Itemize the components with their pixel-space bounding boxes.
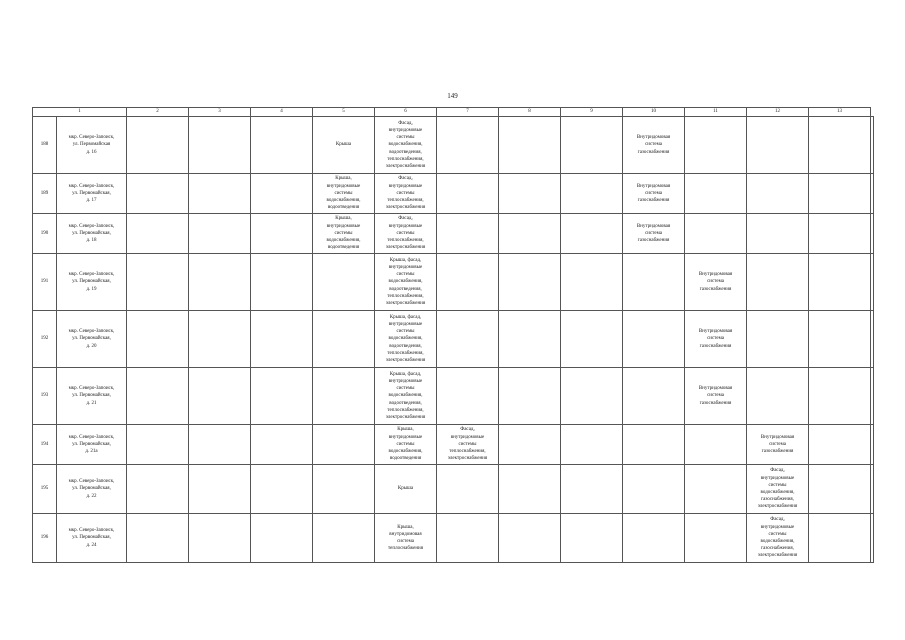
work-cell-text: Крыша, внутридомовые системы водоснабжения, водоотведения xyxy=(326,176,361,211)
work-cell xyxy=(437,254,499,311)
work-cell xyxy=(437,368,499,425)
work-cell xyxy=(127,514,189,563)
work-cell xyxy=(561,368,623,425)
work-cell xyxy=(499,254,561,311)
work-cell xyxy=(561,514,623,563)
work-cell-text: Внутридомовая система газоснабжения xyxy=(698,329,733,349)
work-cell xyxy=(871,117,874,174)
work-cell xyxy=(747,425,809,465)
work-cell xyxy=(561,465,623,514)
work-cell xyxy=(499,465,561,514)
table-row xyxy=(33,311,874,368)
work-cell-text: Фасад, внутридомовые системы водоснабжения, газоснабжения, электроснабжения xyxy=(757,468,798,510)
work-cell xyxy=(251,311,313,368)
row-number-cell xyxy=(33,514,57,563)
work-cell xyxy=(685,514,747,563)
work-cell xyxy=(623,174,685,214)
work-cell xyxy=(623,117,685,174)
work-cell xyxy=(747,465,809,514)
work-cell xyxy=(189,465,251,514)
work-cell xyxy=(251,368,313,425)
address-cell-text: мкр. Северо-Запоиск, ул. Первомайская, д. 21а xyxy=(68,434,115,455)
work-cell xyxy=(437,117,499,174)
address-cell xyxy=(57,311,127,368)
work-cell xyxy=(809,174,871,214)
work-cell xyxy=(499,514,561,563)
work-cell xyxy=(499,311,561,368)
work-cell xyxy=(747,174,809,214)
work-cell xyxy=(127,465,189,514)
row-number-cell xyxy=(33,368,57,425)
work-cell xyxy=(127,425,189,465)
work-cell-text: Внутридомовая система газоснабжения xyxy=(760,434,795,455)
work-cell xyxy=(189,214,251,254)
work-cell xyxy=(809,368,871,425)
work-cell xyxy=(127,368,189,425)
address-cell-text: мкр. Северо-Запоиск, ул. Первомайская, д. 21 xyxy=(68,386,115,406)
work-cell xyxy=(313,117,375,174)
work-cell xyxy=(561,214,623,254)
address-cell xyxy=(57,514,127,563)
address-cell-text: мкр. Северо-Запоиск, ул. Первомайская, д. 17 xyxy=(68,183,115,204)
work-cell xyxy=(685,311,747,368)
header-row xyxy=(33,108,874,117)
work-cell xyxy=(375,465,437,514)
work-cell xyxy=(561,254,623,311)
column-header: 2 xyxy=(127,108,189,117)
row-number-cell-text: 195 xyxy=(40,486,49,492)
work-cell-text: Крыша, внутридомовые системы водоснабжения, водоотведения xyxy=(388,427,423,462)
work-cell xyxy=(747,254,809,311)
work-cell xyxy=(251,425,313,465)
address-cell xyxy=(57,214,127,254)
work-cell xyxy=(499,174,561,214)
address-cell-text: мкр. Северо-Запоиск, ул. Первомайская, д. 22 xyxy=(68,479,115,499)
work-cell xyxy=(375,425,437,465)
work-cell-text: Крыша, фасад, внутридомовые системы водоснабжения, водоотведения, теплоснабжения, электроснабжения xyxy=(385,314,426,363)
work-cell xyxy=(561,174,623,214)
work-cell xyxy=(809,214,871,254)
work-cell xyxy=(313,311,375,368)
row-number-cell xyxy=(33,465,57,514)
works-table xyxy=(32,107,874,563)
work-cell xyxy=(437,214,499,254)
work-cell xyxy=(685,254,747,311)
row-number-cell xyxy=(33,254,57,311)
table-row xyxy=(33,368,874,425)
table-row xyxy=(33,514,874,563)
work-cell xyxy=(313,214,375,254)
work-cell xyxy=(499,214,561,254)
work-cell xyxy=(685,465,747,514)
work-cell xyxy=(189,117,251,174)
column-header: 10 xyxy=(623,108,685,117)
work-cell xyxy=(623,425,685,465)
work-cell xyxy=(809,514,871,563)
work-cell xyxy=(437,425,499,465)
work-cell xyxy=(189,311,251,368)
table-row xyxy=(33,465,874,514)
work-cell xyxy=(685,425,747,465)
address-cell xyxy=(57,425,127,465)
work-cell xyxy=(313,465,375,514)
work-cell xyxy=(747,368,809,425)
address-cell xyxy=(57,254,127,311)
work-cell xyxy=(685,368,747,425)
work-cell xyxy=(251,214,313,254)
work-cell xyxy=(375,117,437,174)
work-cell xyxy=(623,465,685,514)
work-cell-text: Фасад, внутридомовые системы теплоснабжения, электроснабжения xyxy=(447,427,488,462)
work-cell xyxy=(375,311,437,368)
work-cell-text: Внутридомовая система газоснабжения xyxy=(636,183,671,204)
address-cell-text: мкр. Северо-Запоиск, ул. Первомайская д. 16 xyxy=(68,135,115,155)
work-cell-text: Внутридомовая система газоснабжения xyxy=(698,272,733,292)
column-header: 7 xyxy=(437,108,499,117)
work-cell xyxy=(623,368,685,425)
work-cell xyxy=(251,254,313,311)
work-cell xyxy=(189,368,251,425)
row-number-cell-text: 192 xyxy=(40,336,49,342)
work-cell-text: Фасад, внутридомовые системы теплоснабжения, электроснабжения xyxy=(385,176,426,211)
work-cell xyxy=(809,254,871,311)
work-cell-text: Фасад, внутридомовые системы водоснабжения, водоотведения, теплоснабжения, электроснабжения xyxy=(385,120,426,169)
work-cell-text: Крыша, фасад, внутридомовые системы водоснабжения, водоотведения, теплоснабжения, электроснабжения xyxy=(385,257,426,306)
work-cell xyxy=(189,425,251,465)
work-cell-text: Внутридомовая система газоснабжения xyxy=(636,135,671,155)
work-cell xyxy=(375,214,437,254)
column-header: 12 xyxy=(747,108,809,117)
work-cell-text: Фасад, внутридомовые системы водоснабжения, газоснабжения, электроснабжения xyxy=(757,517,798,559)
column-header: 11 xyxy=(685,108,747,117)
address-cell xyxy=(57,465,127,514)
work-cell xyxy=(375,254,437,311)
work-cell xyxy=(499,425,561,465)
work-cell xyxy=(871,311,874,368)
column-header: 3 xyxy=(189,108,251,117)
work-cell xyxy=(251,117,313,174)
work-cell xyxy=(313,425,375,465)
work-cell xyxy=(809,117,871,174)
column-header: 9 xyxy=(561,108,623,117)
column-header: 13 xyxy=(809,108,871,117)
work-cell xyxy=(127,214,189,254)
work-cell xyxy=(251,465,313,514)
work-cell xyxy=(437,514,499,563)
address-cell-text: мкр. Северо-Запоиск, ул. Первомайская, д. 19 xyxy=(68,272,115,292)
work-cell xyxy=(623,311,685,368)
work-cell-text: Внутридомовая система газоснабжения xyxy=(636,223,671,244)
row-number-cell-text: 193 xyxy=(40,393,49,399)
work-cell xyxy=(437,311,499,368)
work-cell-text: Фасад, внутридомовые системы теплоснабжения, электроснабжения xyxy=(385,216,426,251)
row-number-cell-text: 191 xyxy=(40,279,49,285)
work-cell xyxy=(871,465,874,514)
table-row xyxy=(33,214,874,254)
row-number-cell xyxy=(33,311,57,368)
work-cell xyxy=(127,174,189,214)
work-cell xyxy=(127,117,189,174)
table-body xyxy=(33,117,874,563)
work-cell-text: Крыша xyxy=(397,486,414,492)
work-cell xyxy=(375,174,437,214)
work-cell-text: Крыша, фасад, внутридомовые системы водоснабжения, водоотведения, теплоснабжения, электроснабжения xyxy=(385,371,426,420)
work-cell xyxy=(871,514,874,563)
work-cell xyxy=(313,174,375,214)
address-cell-text: мкр. Северо-Запоиск, ул. Первомайская, д. 24 xyxy=(68,528,115,548)
row-number-cell xyxy=(33,425,57,465)
work-cell xyxy=(809,465,871,514)
row-number-cell-text: 190 xyxy=(40,230,49,236)
work-cell xyxy=(437,174,499,214)
address-cell xyxy=(57,368,127,425)
work-cell xyxy=(189,174,251,214)
work-cell xyxy=(623,514,685,563)
page-number: 149 xyxy=(447,92,458,100)
work-cell xyxy=(561,425,623,465)
work-cell xyxy=(189,514,251,563)
address-cell-text: мкр. Северо-Запоиск, ул. Первомайская, д. 20 xyxy=(68,329,115,349)
work-cell xyxy=(251,514,313,563)
work-cell xyxy=(623,254,685,311)
column-header: 4 xyxy=(251,108,313,117)
work-cell xyxy=(313,514,375,563)
address-cell xyxy=(57,174,127,214)
work-cell xyxy=(747,117,809,174)
row-number-cell xyxy=(33,174,57,214)
work-cell xyxy=(623,214,685,254)
work-cell xyxy=(499,368,561,425)
work-cell xyxy=(871,425,874,465)
work-cell xyxy=(127,254,189,311)
work-cell xyxy=(127,311,189,368)
work-cell xyxy=(685,214,747,254)
work-cell xyxy=(251,174,313,214)
work-cell-text: Внутридомовая система газоснабжения xyxy=(698,386,733,406)
row-number-cell xyxy=(33,117,57,174)
work-cell xyxy=(685,117,747,174)
work-cell xyxy=(189,254,251,311)
work-cell xyxy=(871,368,874,425)
work-cell xyxy=(871,174,874,214)
work-cell xyxy=(313,368,375,425)
work-cell xyxy=(747,514,809,563)
row-number-cell-text: 196 xyxy=(40,535,49,541)
work-cell xyxy=(437,465,499,514)
work-cell-text: Крыша xyxy=(335,142,352,148)
table-row xyxy=(33,174,874,214)
work-cell xyxy=(747,311,809,368)
work-cell xyxy=(561,311,623,368)
work-cell xyxy=(685,174,747,214)
row-number-cell-text: 194 xyxy=(40,441,49,447)
work-cell-text: Крыша, внутридомовая система теплоснабжения xyxy=(388,524,423,552)
row-number-cell-text: 189 xyxy=(40,190,49,196)
table-row xyxy=(33,117,874,174)
work-cell xyxy=(871,254,874,311)
column-header: 6 xyxy=(375,108,437,117)
column-header: 5 xyxy=(313,108,375,117)
work-cell xyxy=(809,311,871,368)
work-cell xyxy=(375,514,437,563)
work-cell xyxy=(809,425,871,465)
table-row xyxy=(33,254,874,311)
work-cell xyxy=(313,254,375,311)
work-cell xyxy=(375,368,437,425)
row-number-cell xyxy=(33,214,57,254)
work-cell xyxy=(747,214,809,254)
work-cell xyxy=(561,117,623,174)
work-cell xyxy=(871,214,874,254)
column-header: 1 xyxy=(33,108,127,117)
row-number-cell-text: 188 xyxy=(40,142,49,148)
table-row xyxy=(33,425,874,465)
column-header: 8 xyxy=(499,108,561,117)
address-cell-text: мкр. Северо-Запоиск, ул. Первомайская, д. 18 xyxy=(68,223,115,244)
address-cell xyxy=(57,117,127,174)
work-cell xyxy=(499,117,561,174)
work-cell-text: Крыша, внутридомовые системы водоснабжения, водоотведения xyxy=(326,216,361,251)
